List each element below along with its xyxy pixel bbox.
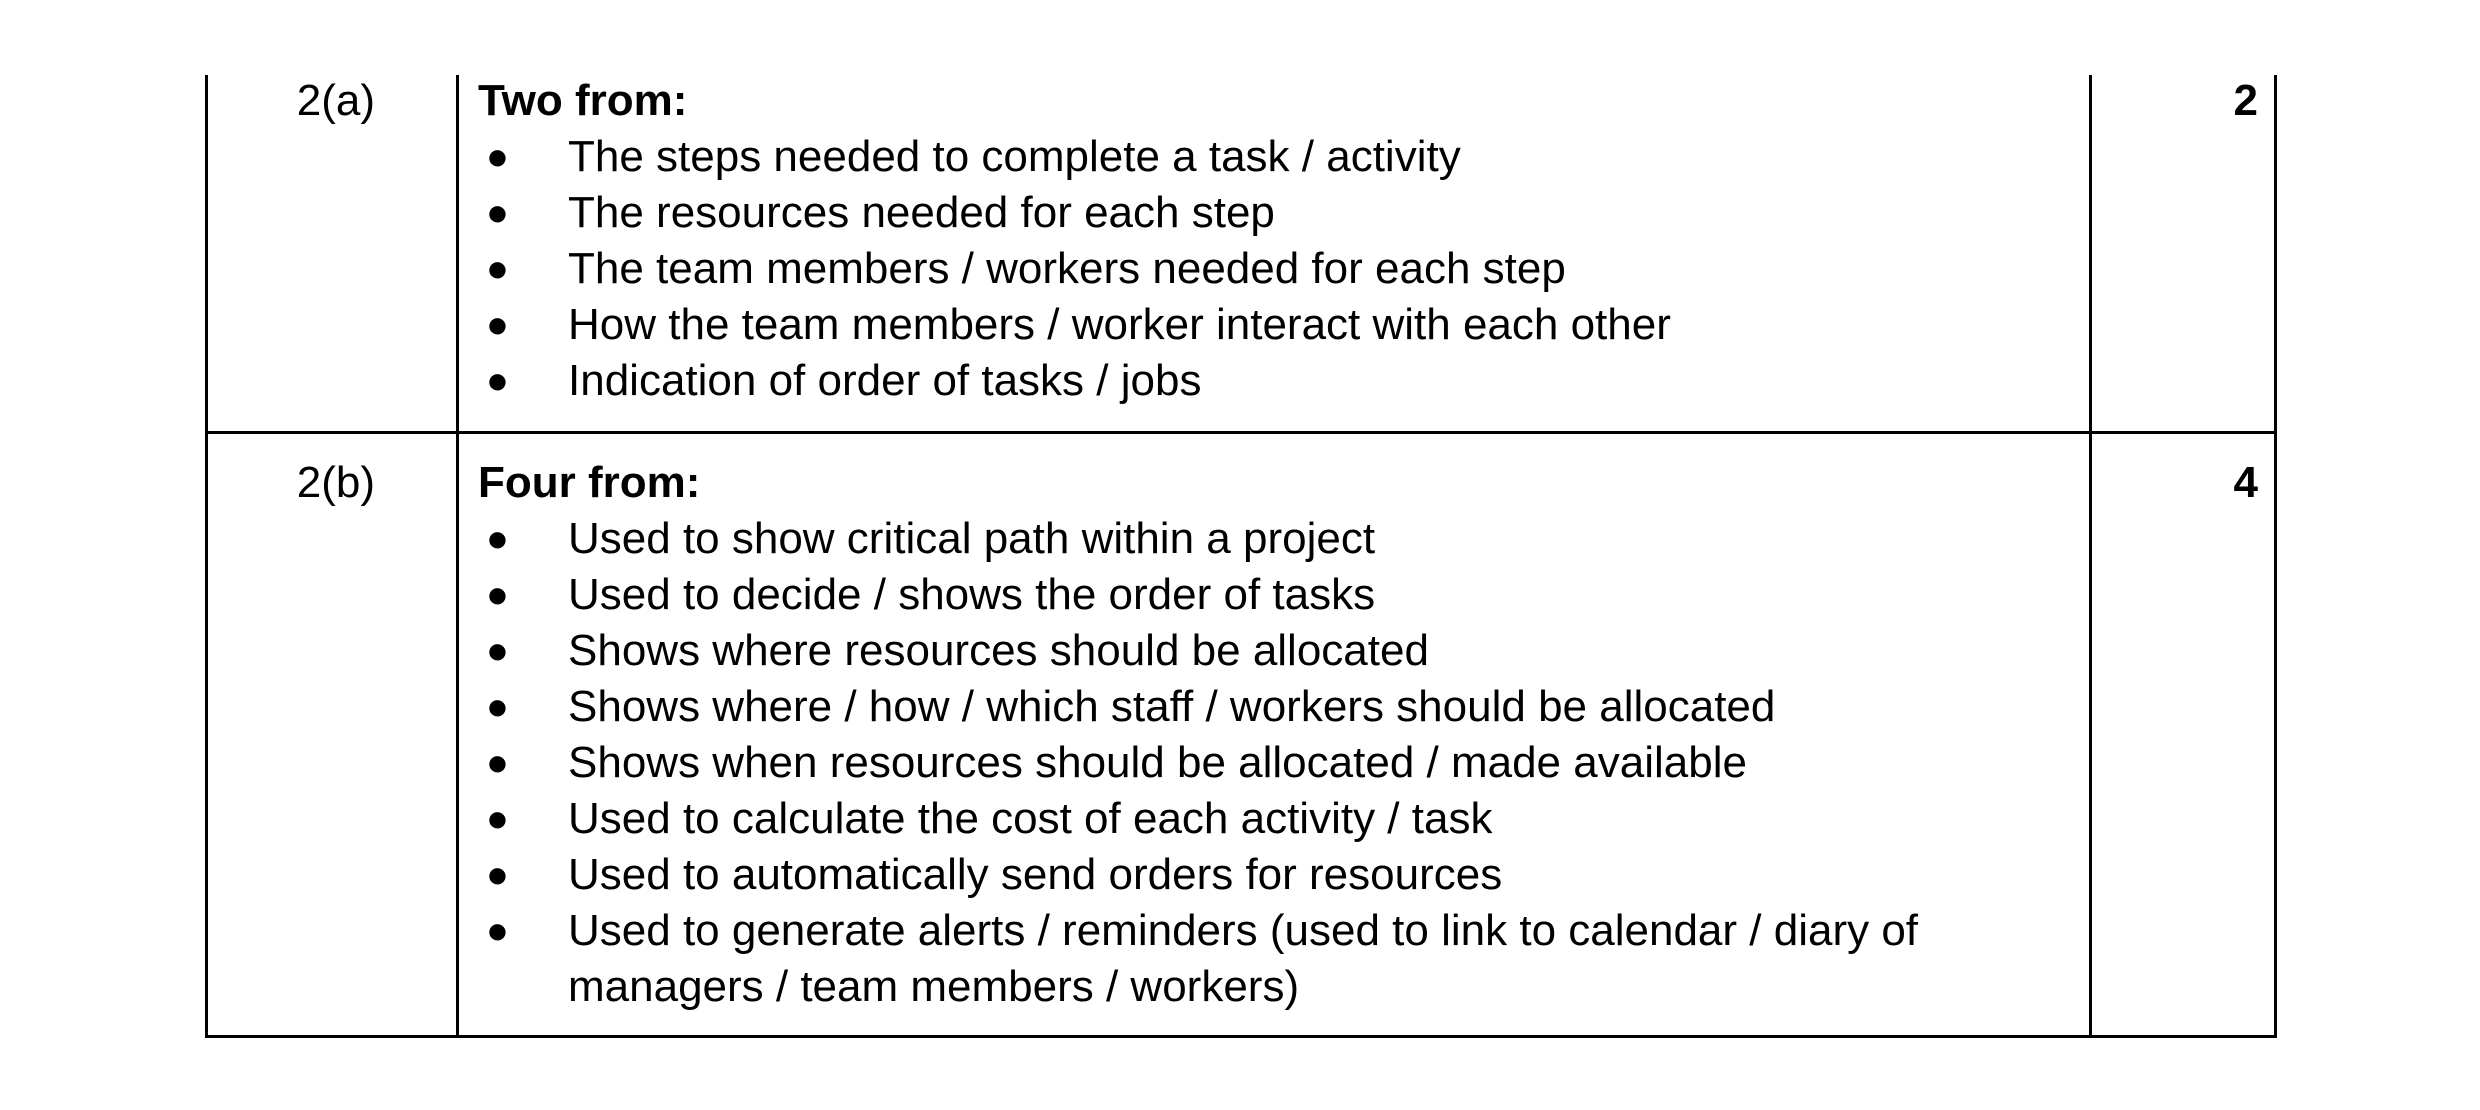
answer-heading: Two from: (478, 76, 688, 125)
point-text: The team members / workers needed for each step (568, 244, 1566, 293)
answer-cell (478, 73, 2068, 409)
point-text: The steps needed to complete a task / activity (568, 132, 1461, 181)
list-item (478, 185, 2068, 241)
bullet-icon: ● (486, 248, 509, 290)
list-item (478, 129, 2068, 185)
bullet-icon: ● (486, 574, 509, 616)
point-text: Used to generate alerts / reminders (used to link to calendar / diary of managers / team members / workers) (568, 906, 1919, 1011)
list-item (478, 791, 2068, 847)
column-divider-2 (2089, 75, 2092, 1038)
table-border-right (2274, 75, 2277, 1038)
list-item (478, 735, 2068, 791)
point-text: Used to decide / shows the order of tasks (568, 570, 1376, 619)
point-text: Shows where resources should be allocated (568, 626, 1429, 675)
list-item (478, 847, 2068, 903)
point-text: Indication of order of tasks / jobs (568, 356, 1202, 405)
bullet-icon: ● (486, 518, 509, 560)
bullet-icon: ● (486, 910, 509, 952)
point-text: Shows where / how / which staff / workers should be allocated (568, 682, 1776, 731)
bullet-icon: ● (486, 798, 509, 840)
question-number: 2(a) (296, 76, 375, 125)
list-item (478, 297, 2068, 353)
bullet-icon: ● (486, 742, 509, 784)
table-border-bottom (205, 1035, 2277, 1038)
bullet-icon: ● (486, 304, 509, 346)
list-item (478, 903, 2068, 1015)
point-text: Used to automatically send orders for resources (568, 850, 1503, 899)
point-text: Shows when resources should be allocated / made available (568, 738, 1747, 787)
list-item (478, 353, 2068, 409)
answer-heading: Four from: (478, 458, 701, 507)
answer-list (478, 129, 2068, 409)
row-divider (205, 431, 2277, 434)
point-text: Used to show critical path within a project (568, 514, 1376, 563)
bullet-icon: ● (486, 192, 509, 234)
point-text: The resources needed for each step (568, 188, 1275, 237)
bullet-icon: ● (486, 630, 509, 672)
table-border-left (205, 75, 208, 1038)
marks-value: 4 (2233, 458, 2258, 507)
bullet-icon: ● (486, 360, 509, 402)
list-item (478, 679, 2068, 735)
point-text: How the team members / worker interact with each other (568, 300, 1671, 349)
bullet-icon: ● (486, 136, 509, 178)
answer-cell (478, 455, 2068, 1015)
bullet-icon: ● (486, 686, 509, 728)
marks-value: 2 (2233, 76, 2258, 125)
list-item (478, 567, 2068, 623)
answer-list (478, 511, 2068, 1015)
column-divider-1 (456, 75, 459, 1038)
point-text: Used to calculate the cost of each activity / task (568, 794, 1493, 843)
list-item (478, 623, 2068, 679)
list-item (478, 241, 2068, 297)
question-number: 2(b) (296, 458, 375, 507)
list-item (478, 511, 2068, 567)
bullet-icon: ● (486, 854, 509, 896)
